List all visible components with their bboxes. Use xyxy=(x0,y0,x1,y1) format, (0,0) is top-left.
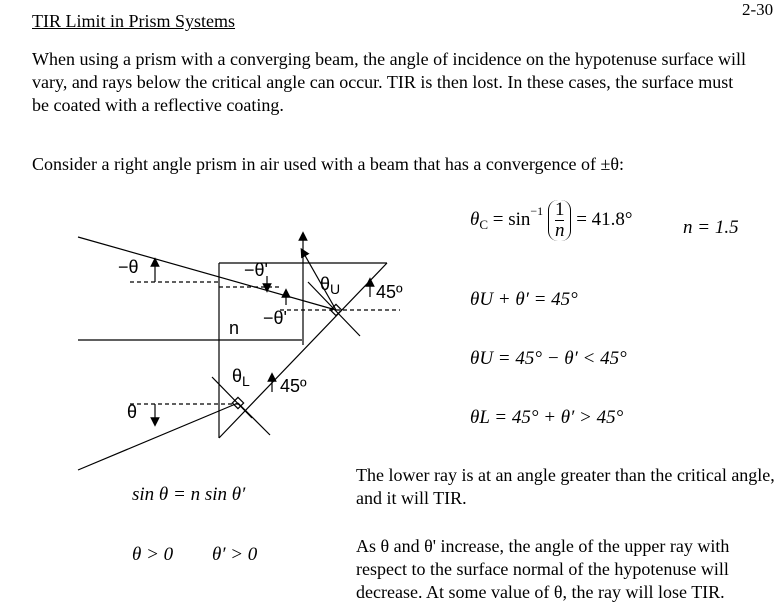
label-theta-l: $\theta_L$ xyxy=(232,366,250,389)
upper-ray-in xyxy=(78,237,336,310)
section-title: TIR Limit in Prism Systems xyxy=(32,11,236,31)
upper-diff-equation: θU = 45° − θ′ < 45° xyxy=(470,348,627,369)
increase-note: As θ and θ' increase, the angle of the upper ray with respect to the surface normal of the hypotenuse will decrease. At some value of θ, the ray will lose TIR. xyxy=(356,536,730,602)
lower-ray-note: The lower ray is at an angle greater than the critical angle, and it will TIR. xyxy=(356,465,775,508)
label-n: n xyxy=(229,318,240,338)
critical-angle-equation: $\theta_C = \sin^{-1}$ $\frac{1}{n}$ = 41.8° xyxy=(470,199,633,241)
snell-equation: sin θ = n sin θ′ xyxy=(132,484,246,505)
intro-paragraph: When using a prism with a converging beam, the angle of incidence on the hypotenuse surface will vary, and rays below the critical angle can occur. TIR is then lost. In these cases, the surface must be coated with a reflective coating. xyxy=(32,49,746,115)
label-neg-theta-prime-top: −θ' xyxy=(244,260,268,280)
lower-sum-equation: θL = 45° + θ′ > 45° xyxy=(470,407,624,428)
consider-paragraph: Consider a right angle prism in air used with a beam that has a convergence of ±θ: xyxy=(32,154,624,174)
lower-ray-in xyxy=(78,403,238,470)
label-45-lower: 45º xyxy=(280,376,307,396)
label-neg-theta: −θ xyxy=(118,257,139,277)
theta-prime-positive: θ′ > 0 xyxy=(212,544,258,565)
label-45-upper: 45º xyxy=(376,282,403,302)
label-theta: θ xyxy=(127,402,138,422)
upper-sum-equation: θU + θ′ = 45° xyxy=(470,289,578,310)
page-number: 2-30 xyxy=(742,0,774,19)
n-value: n = 1.5 xyxy=(683,217,739,238)
label-theta-u: $\theta_U$ xyxy=(320,274,341,297)
label-neg-theta-prime-bottom: −θ' xyxy=(263,308,287,328)
theta-positive: θ > 0 xyxy=(132,544,174,565)
